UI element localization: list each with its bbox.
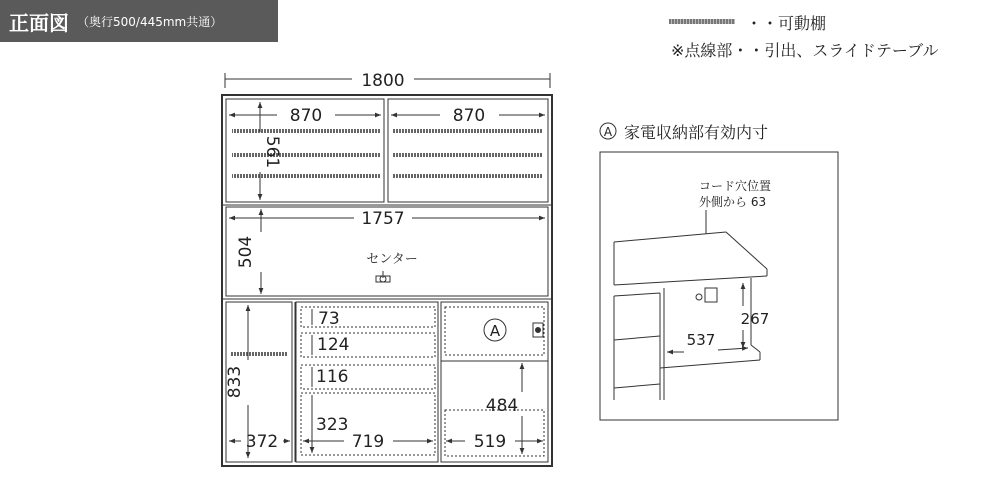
dim-drawer3-height — [312, 367, 348, 387]
middle-width-label: 1757 — [361, 209, 405, 229]
left-cabinet-width-label: 372 — [245, 432, 279, 452]
appliance-marker-label: A — [489, 322, 501, 340]
legend-note: ※点線部・・引出、スライドテーブル — [671, 41, 939, 60]
dim-left-cabinet-height — [225, 305, 248, 458]
page-title: 正面図 — [9, 10, 69, 35]
cord-label-line2: 外側から 63 — [699, 195, 767, 209]
drawer-width-label: 719 — [351, 432, 385, 452]
detail-height-label: 267 — [740, 310, 770, 328]
dim-total-width — [225, 71, 550, 91]
detail-perspective — [614, 210, 767, 400]
lower-left-shelf — [231, 352, 288, 356]
upper-right-width-label: 870 — [452, 106, 486, 126]
right-lower-height-label: 484 — [485, 396, 519, 416]
right-lower-width-label: 519 — [473, 432, 507, 452]
dim-drawer4-height — [312, 395, 348, 453]
total-width-label: 1800 — [361, 71, 405, 91]
left-cabinet-height-label: 833 — [225, 365, 245, 399]
detail-title: 家電収納部有効内寸 — [624, 123, 769, 142]
drawer2-height-label: 124 — [317, 335, 350, 355]
drawer4-height-label: 323 — [316, 415, 349, 435]
legend-dots: ・・ — [746, 14, 779, 33]
dim-detail-height — [741, 283, 770, 348]
dim-left-cabinet-width — [229, 432, 290, 452]
dim-drawer-width — [303, 432, 433, 452]
dim-upper-height — [260, 102, 282, 200]
drawer3-height-label: 116 — [316, 367, 349, 387]
drawer1-height-label: 73 — [318, 309, 340, 329]
legend-movable-shelf-label: 可動棚 — [778, 14, 827, 33]
middle-height-label: 504 — [236, 235, 256, 269]
dim-drawer2-height — [312, 335, 349, 355]
dim-middle-height — [236, 209, 261, 294]
dim-upper-right-width — [391, 106, 545, 126]
cord-label-line1: コード穴位置 — [699, 179, 772, 193]
outlet-icon — [533, 323, 543, 337]
dim-detail-width — [667, 331, 748, 352]
dim-right-lower-width — [446, 432, 543, 452]
detail-width-label: 537 — [686, 331, 716, 349]
dim-middle-width — [229, 209, 545, 229]
detail-marker-label: A — [603, 125, 613, 139]
upper-left-width-label: 870 — [289, 106, 323, 126]
upper-height-label: 561 — [262, 135, 282, 169]
page-subtitle: （奥行500/445mm共通） — [77, 14, 223, 29]
center-label: センター — [366, 252, 418, 267]
center-mark — [366, 252, 417, 282]
dim-upper-left-width — [229, 106, 381, 126]
dim-drawer1-height — [312, 309, 340, 329]
